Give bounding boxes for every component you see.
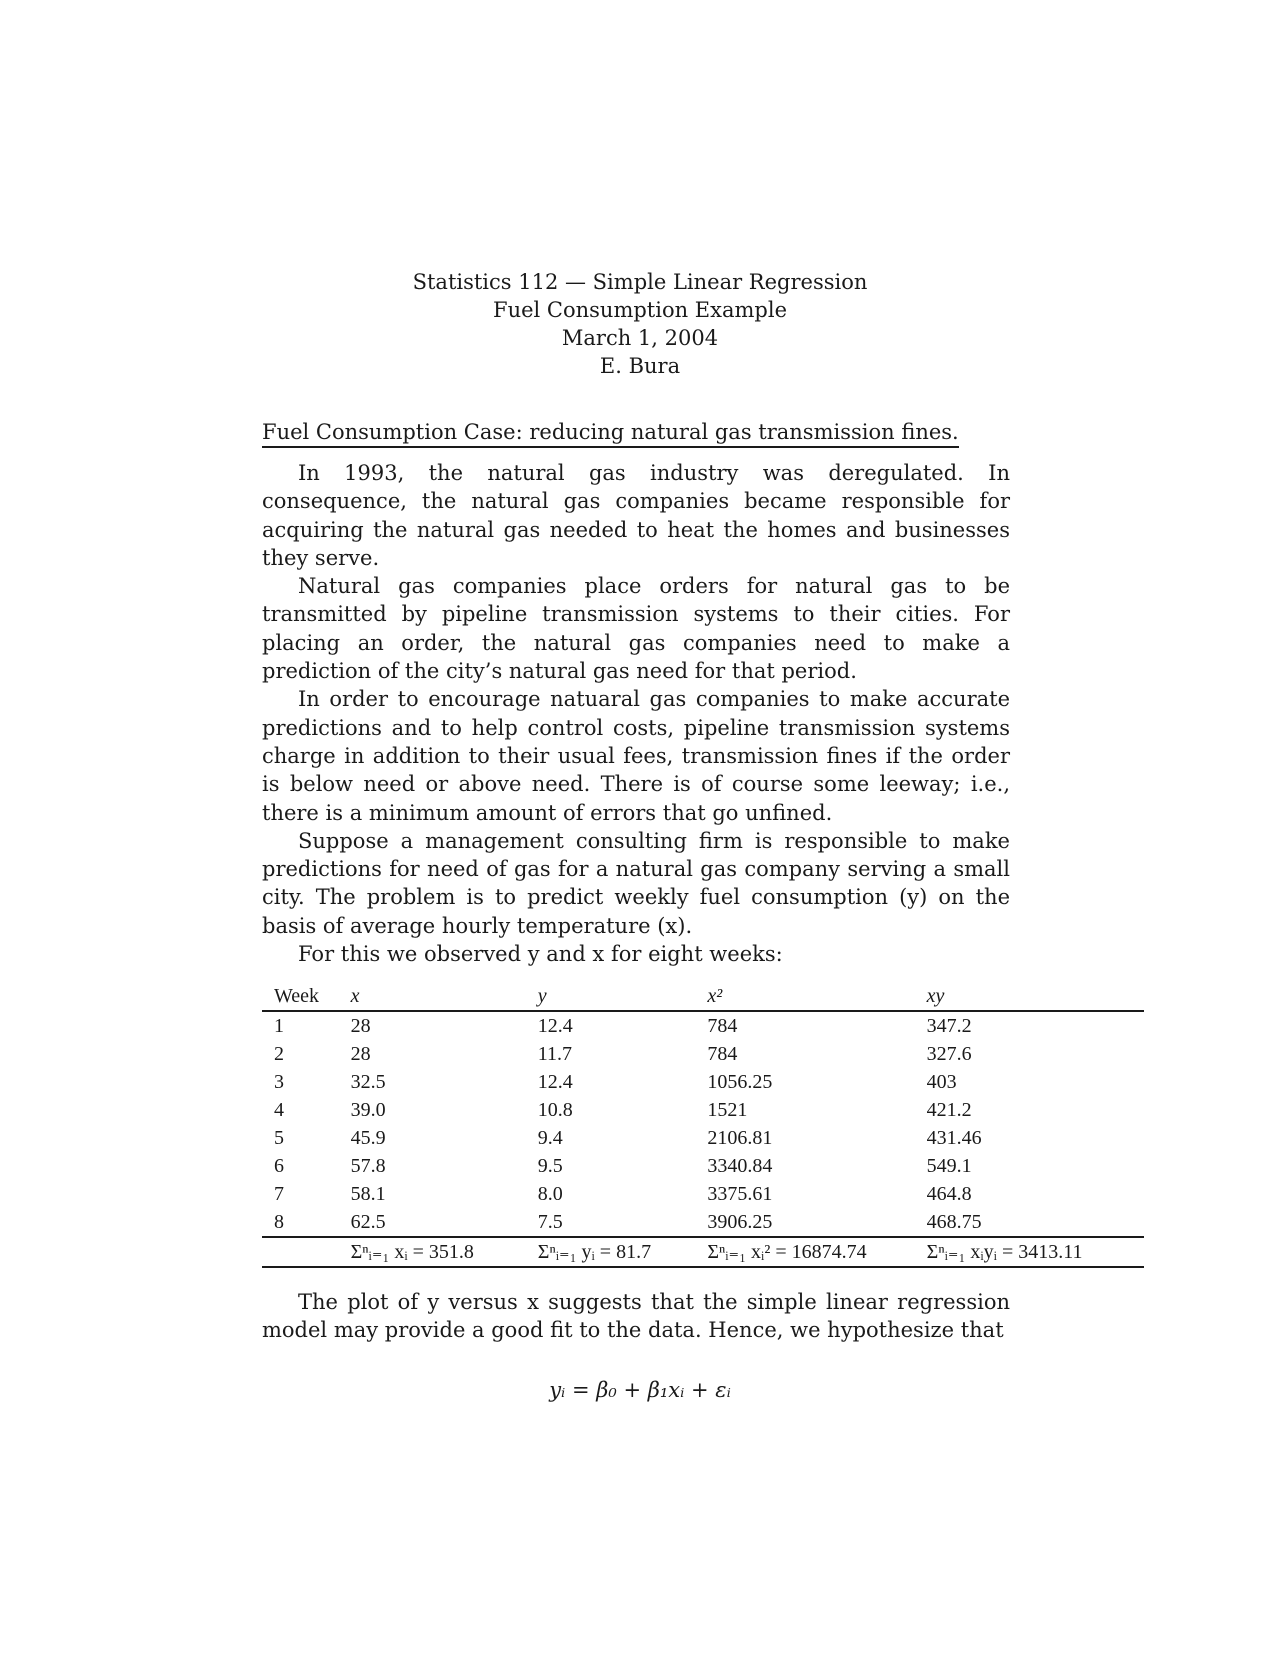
regression-equation: yᵢ = β₀ + β₁xᵢ + εᵢ <box>549 1378 731 1402</box>
cell-x: 57.8 <box>350 1155 386 1177</box>
paragraph-3: In order to encourage natuaral gas companies to make accurate predictions and to help control costs, pipeline transmission systems charge in addition to their usual fees, transmission fines if the order is below need or above need. There is of course some leeway; i.e., there is a minimum amount of errors that go unfined. <box>262 687 1010 825</box>
paragraph-4: Suppose a management consulting firm is responsible to make predictions for need of gas for a natural gas company serving a small city. The problem is to predict weekly fuel consumption (y) on the basis of average hourly temperature (x). <box>262 828 1010 938</box>
cell-week: 1 <box>274 1015 284 1037</box>
cell-week: 6 <box>274 1155 284 1177</box>
cell-week: 7 <box>274 1183 284 1205</box>
cell-week: 3 <box>274 1071 284 1093</box>
cell-y: 11.7 <box>537 1043 573 1065</box>
cell-x: 28 <box>350 1015 371 1037</box>
cell-xy: 549.1 <box>926 1155 972 1177</box>
table-row <box>262 1208 1144 1237</box>
cell-x-squared: 3906.25 <box>707 1211 773 1233</box>
cell-y: 8.0 <box>537 1183 563 1205</box>
body-text <box>262 459 1010 968</box>
cell-x: 39.0 <box>350 1099 386 1121</box>
cell-y: 12.4 <box>537 1015 573 1037</box>
cell-week: 2 <box>274 1043 284 1065</box>
table-row <box>262 1096 1144 1124</box>
table-body <box>262 1011 1144 1237</box>
cell-xy: 347.2 <box>926 1015 972 1037</box>
column-header-y: y <box>538 982 708 1011</box>
fuel-data-table <box>262 982 1144 1268</box>
cell-xy: 464.8 <box>926 1183 972 1205</box>
column-header-x: x <box>351 982 538 1011</box>
cell-x-squared: 784 <box>707 1015 738 1037</box>
cell-xy: 327.6 <box>926 1043 972 1065</box>
column-header-x-squared: x² <box>707 982 926 1011</box>
column-header-xy: xy <box>927 982 1144 1011</box>
paragraph-model: The plot of y versus x suggests that the simple linear regression model may provide a good fit to the data. Hence, we hypothesize that <box>262 1290 1010 1343</box>
cell-x: 62.5 <box>350 1211 386 1233</box>
table-row <box>262 1124 1144 1152</box>
section-heading: Fuel Consumption Case: reducing natural gas transmission fines. <box>262 418 959 448</box>
author: E. Bura <box>599 354 681 378</box>
cell-x-squared: 1056.25 <box>707 1071 773 1093</box>
cell-week: 4 <box>274 1099 284 1121</box>
paragraph-1: In 1993, the natural gas industry was deregulated. In consequence, the natural gas companies became responsible for acquiring the natural gas needed to heat the homes and businesses they serve. <box>262 461 1010 570</box>
paragraph-5: For this we observed y and x for eight weeks: <box>298 942 783 967</box>
table-row <box>262 1180 1144 1208</box>
cell-y: 9.5 <box>537 1155 563 1177</box>
table-row <box>262 1040 1144 1068</box>
cell-x: 58.1 <box>350 1183 386 1205</box>
sum-y: Σⁿᵢ₌₁ yᵢ = 81.7 <box>538 1237 708 1267</box>
cell-week: 5 <box>274 1127 284 1149</box>
cell-x-squared: 3340.84 <box>707 1155 773 1177</box>
table-totals-row <box>262 1237 1144 1267</box>
cell-y: 12.4 <box>537 1071 573 1093</box>
cell-xy: 431.46 <box>926 1127 982 1149</box>
sum-xy: Σⁿᵢ₌₁ xᵢyᵢ = 3413.11 <box>927 1237 1144 1267</box>
after-table-text <box>262 1288 1010 1345</box>
sum-x: Σⁿᵢ₌₁ xᵢ = 351.8 <box>351 1237 538 1267</box>
document-title: Fuel Consumption Example <box>493 298 787 322</box>
table-row <box>262 1152 1144 1180</box>
totals-cell-week <box>262 1237 351 1267</box>
cell-x: 32.5 <box>350 1071 386 1093</box>
cell-x: 45.9 <box>350 1127 386 1149</box>
cell-xy: 468.75 <box>926 1211 982 1233</box>
column-header-week: Week <box>262 982 351 1011</box>
table-row <box>262 1068 1144 1096</box>
table-row <box>262 1011 1144 1040</box>
table-header-row <box>262 982 1144 1011</box>
paragraph-2: Natural gas companies place orders for natural gas to be transmitted by pipeline transmission systems to their cities. For placing an order, the natural gas companies need to make a prediction of the city’s natural gas need for that period. <box>262 574 1010 684</box>
cell-week: 8 <box>274 1211 284 1233</box>
cell-xy: 403 <box>926 1071 957 1093</box>
cell-x-squared: 1521 <box>707 1099 748 1121</box>
cell-x: 28 <box>350 1043 371 1065</box>
cell-x-squared: 2106.81 <box>707 1127 773 1149</box>
cell-y: 7.5 <box>537 1211 563 1233</box>
cell-x-squared: 3375.61 <box>707 1183 773 1205</box>
sum-x-squared: Σⁿᵢ₌₁ xᵢ² = 16874.74 <box>707 1237 926 1267</box>
document-date: March 1, 2004 <box>561 326 719 350</box>
title-block <box>0 268 1280 380</box>
cell-x-squared: 784 <box>707 1043 738 1065</box>
course-title: Statistics 112 — Simple Linear Regression <box>412 270 868 294</box>
cell-y: 10.8 <box>537 1099 573 1121</box>
cell-y: 9.4 <box>537 1127 563 1149</box>
cell-xy: 421.2 <box>926 1099 972 1121</box>
